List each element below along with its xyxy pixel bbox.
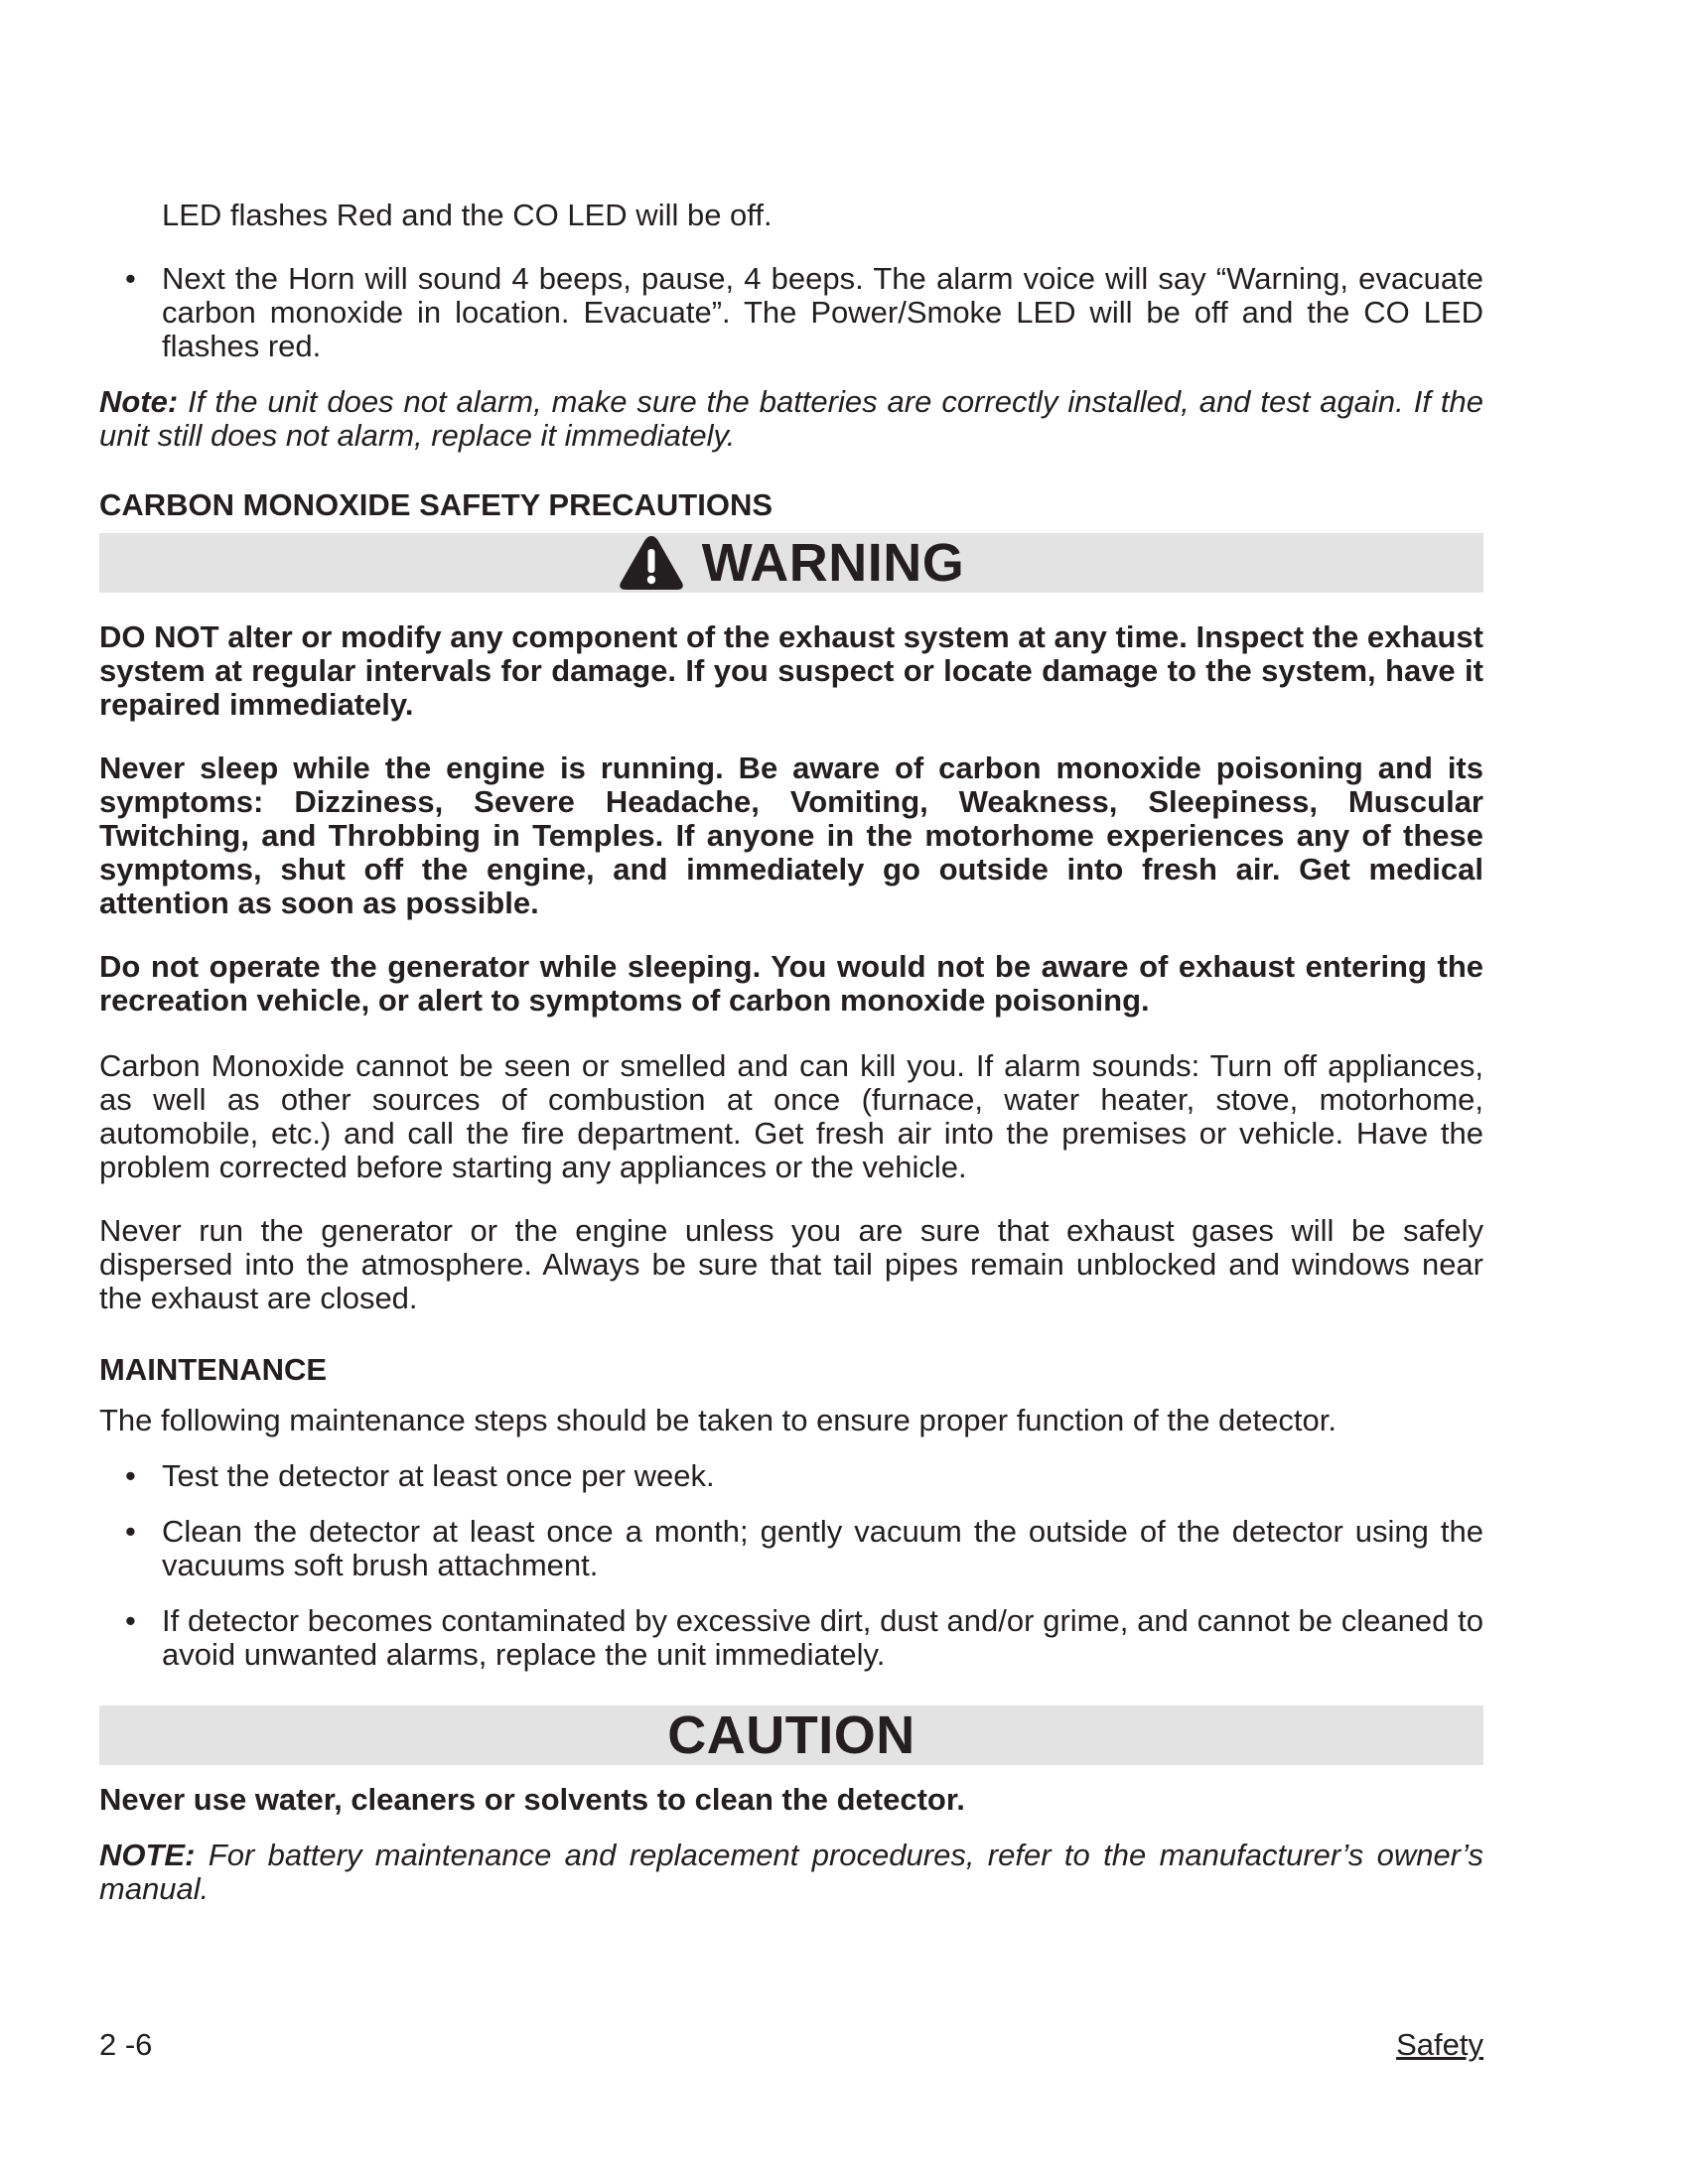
- note-text: If the unit does not alarm, make sure the batteries are correctly installed, and test again. If the unit still does not alarm, replace it immediately.: [99, 384, 1483, 453]
- note-label: Note:: [99, 384, 179, 419]
- caution-label: CAUTION: [667, 1706, 915, 1765]
- page-number: 2 -6: [99, 2027, 153, 2062]
- intro-continuation: LED flashes Red and the CO LED will be off.: [162, 198, 773, 232]
- co-safety-heading: CARBON MONOXIDE SAFETY PRECAUTIONS: [99, 487, 774, 522]
- body-paragraph: Carbon Monoxide cannot be seen or smelled and can kill you. If alarm sounds: Turn off appliances, as well as other sources of combustion at once (furnace, water heater, stove, motorhome, automobile, etc.) and call the fire department. Get fresh air into the premises or vehicle. Have the problem corrected before starting any appliances or the vehicle.: [99, 1048, 1483, 1184]
- list-item-text: Clean the detector at least once a month; gently vacuum the outside of the detector using the vacuums soft brush attachment.: [162, 1514, 1483, 1582]
- warning-paragraph: Never sleep while the engine is running. Be aware of carbon monoxide poisoning and its symptoms: Dizziness, Severe Headache, Vomiting, Weakness, Sleepiness, Muscular Twitching, and Throbbing in Temples. If anyone in the motorhome experiences any of these symptoms, shut off the engine, and immediately go outside into fresh air. Get medical attention as soon as possible.: [99, 751, 1483, 920]
- warning-paragraph: Do not operate the generator while sleeping. You would not be aware of exhaust entering the recreation vehicle, or alert to symptoms of carbon monoxide poisoning.: [99, 949, 1483, 1018]
- maintenance-intro: The following maintenance steps should be taken to ensure proper function of the detector.: [99, 1403, 1336, 1437]
- list-item: [99, 1604, 1483, 1672]
- list-item: [99, 262, 1483, 363]
- warning-label: WARNING: [701, 533, 965, 593]
- note-battery: [99, 1839, 1483, 1906]
- caution-text: Never use water, cleaners or solvents to clean the detector.: [99, 1782, 965, 1817]
- warning-icon: [619, 534, 684, 592]
- maintenance-heading: MAINTENANCE: [99, 1352, 328, 1387]
- list-item: [99, 1515, 1483, 1582]
- bullet-marker: •: [125, 1458, 136, 1493]
- caution-banner: [99, 1706, 1483, 1765]
- intro-bullet-list: [99, 262, 1483, 363]
- warning-banner: [99, 533, 1483, 593]
- list-item-text: If detector becomes contaminated by excessive dirt, dust and/or grime, and cannot be cleaned to avoid unwanted alarms, replace the unit immediately.: [162, 1603, 1483, 1672]
- warning-paragraph: DO NOT alter or modify any component of the exhaust system at any time. Inspect the exhaust system at regular intervals for damage. If you suspect or locate damage to the system, have it repaired immediately.: [99, 619, 1483, 722]
- list-item-text: Next the Horn will sound 4 beeps, pause, 4 beeps. The alarm voice will say “Warning, evacuate carbon monoxide in location. Evacuate”. The Power/Smoke LED will be off and the CO LED flashes red.: [162, 261, 1483, 363]
- bullet-marker: •: [125, 1603, 136, 1638]
- list-item-text: Test the detector at least once per week.: [162, 1458, 715, 1493]
- section-name: Safety: [1396, 2027, 1483, 2062]
- list-item: [99, 1459, 1483, 1493]
- bullet-marker: •: [125, 261, 136, 296]
- bullet-marker: •: [125, 1514, 136, 1549]
- maintenance-list: [99, 1459, 1483, 1672]
- note-label: NOTE:: [99, 1838, 196, 1872]
- document-page: [99, 199, 1483, 1906]
- note-text: For battery maintenance and replacement procedures, refer to the manufacturer’s owner’s manual.: [99, 1838, 1483, 1906]
- body-paragraph: Never run the generator or the engine unless you are sure that exhaust gases will be safely dispersed into the atmosphere. Always be sure that tail pipes remain unblocked and windows near the exhaust are closed.: [99, 1213, 1483, 1315]
- note-unit-alarm: [99, 385, 1483, 453]
